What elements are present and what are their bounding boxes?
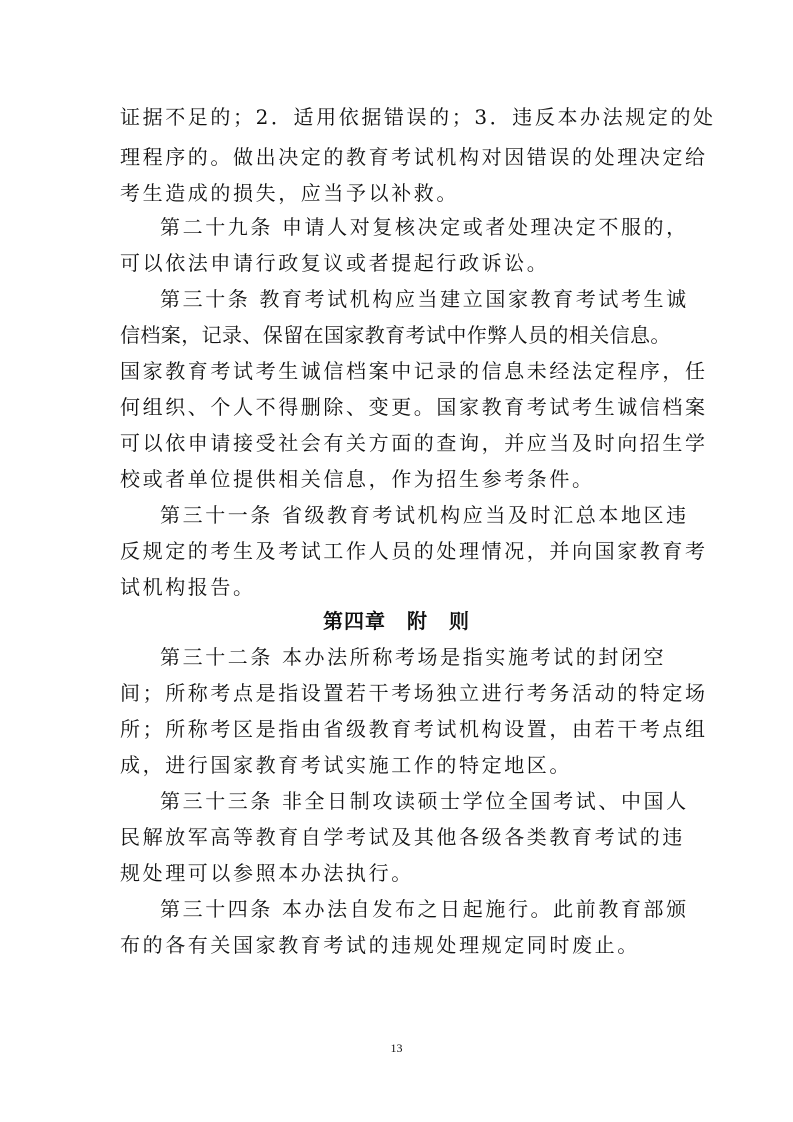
text-line: 国家教育考试考生诚信档案中记录的信息未经法定程序，任 xyxy=(120,359,708,383)
text-line: 可以依法申请行政复议或者提起行政诉讼。 xyxy=(120,251,550,275)
text-line: 反规定的考生及考试工作人员的处理情况，并向国家教育考 xyxy=(120,539,708,563)
article-30-start: 第三十条 教育考试机构应当建立国家教育考试考生诚 xyxy=(160,287,689,311)
text-line: 何组织、个人不得删除、变更。国家教育考试考生诚信档案 xyxy=(120,395,708,419)
text-line: 证据不足的；2．适用依据错误的；3．违反本办法规定的处 xyxy=(120,105,716,129)
article-33-start: 第三十三条 非全日制攻读硕士学位全国考试、中国人 xyxy=(160,789,689,813)
chapter-heading: 第四章 附 则 xyxy=(323,609,470,633)
text-line: 信档案，记录、保留在国家教育考试中作弊人员的相关信息。 xyxy=(120,323,671,347)
text-line: 规处理可以参照本办法执行。 xyxy=(120,861,414,885)
text-line: 所；所称考区是指由省级教育考试机构设置，由若干考点组 xyxy=(120,717,708,741)
text-line: 民解放军高等教育自学考试及其他各级各类教育考试的违 xyxy=(120,825,685,849)
text-line: 考生造成的损失，应当予以补救。 xyxy=(120,181,459,205)
text-line: 成，进行国家教育考试实施工作的特定地区。 xyxy=(120,753,572,777)
article-31-start: 第三十一条 省级教育考试机构应当及时汇总本地区违 xyxy=(160,503,689,527)
text-line: 校或者单位提供相关信息，作为招生参考条件。 xyxy=(120,467,595,491)
text-line: 理程序的。做出决定的教育考试机构对因错误的处理决定给 xyxy=(120,145,708,169)
page-number: 13 xyxy=(390,1041,403,1055)
text-line: 布的各有关国家教育考试的违规处理规定同时废止。 xyxy=(120,933,640,957)
text-line: 试机构报告。 xyxy=(120,575,256,599)
text-line: 间；所称考点是指设置若干考场独立进行考务活动的特定场 xyxy=(120,681,708,705)
text-line: 可以依申请接受社会有关方面的查询，并应当及时向招生学 xyxy=(120,431,708,455)
article-34-start: 第三十四条 本办法自发布之日起施行。此前教育部颁 xyxy=(160,897,689,921)
article-29-start: 第二十九条 申请人对复核决定或者处理决定不服的， xyxy=(160,215,689,239)
article-32-start: 第三十二条 本办法所称考场是指实施考试的封闭空 xyxy=(160,645,667,669)
